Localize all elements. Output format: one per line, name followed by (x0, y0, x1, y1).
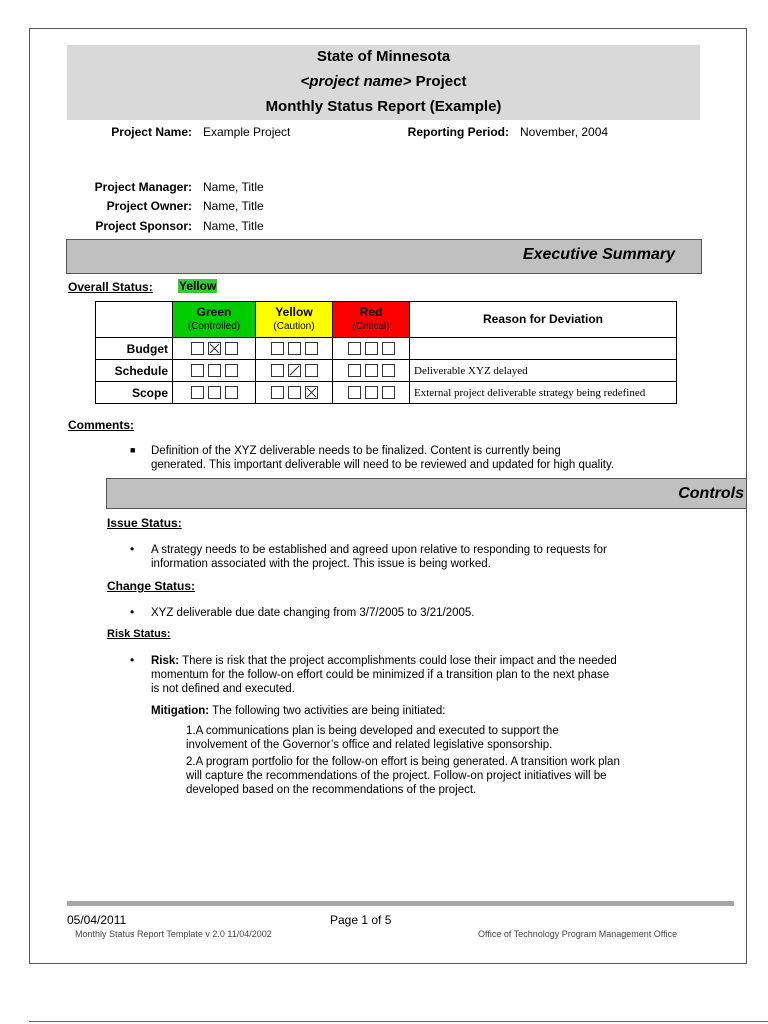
checkbox[interactable] (365, 386, 378, 399)
checkbox[interactable] (225, 364, 238, 377)
checkbox[interactable] (382, 364, 395, 377)
mitigation-text: Mitigation: The following two activities are being initiated: (151, 705, 446, 717)
table-row (96, 360, 677, 382)
project-sponsor-value: Name, Title (203, 219, 264, 233)
overall-status-value: Yellow (179, 279, 217, 293)
status-table-header (96, 302, 677, 338)
checkbox-checked[interactable] (208, 342, 221, 355)
change-status-label: Change Status: (107, 579, 196, 593)
scope-red-boxes (333, 382, 410, 404)
scope-reason: External project deliverable strategy being redefined (410, 382, 677, 404)
checkbox[interactable] (348, 342, 361, 355)
change-text: XYZ deliverable due date changing from 3/7/2005 to 3/21/2005. (151, 607, 475, 619)
checkbox[interactable] (365, 364, 378, 377)
checkbox[interactable] (208, 364, 221, 377)
project-name-value: Example Project (203, 125, 291, 139)
checkbox[interactable] (225, 342, 238, 355)
checkbox[interactable] (288, 342, 301, 355)
row-label-schedule: Schedule (96, 360, 173, 382)
footer-template: Monthly Status Report Template v 2.0 11/04/2002 (75, 929, 272, 939)
checkbox[interactable] (365, 342, 378, 355)
risk-text: Risk: There is risk that the project accomplishments could lose their impact and the needed momentum for the follow-on effort could be minimized if a transition plan to the next phase is not defined and executed. (151, 655, 617, 695)
checkbox[interactable] (348, 364, 361, 377)
status-table (95, 301, 677, 404)
header-red: Red (Critical) (333, 302, 410, 338)
mitigation-item-2: 2.A program portfolio for the follow-on effort is being generated. A transition work plan will capture the recommendations of the project. Follow-on project initiatives will be developed based on the recommendations of the project. (186, 756, 620, 796)
bullet-icon: • (130, 605, 135, 619)
scope-yellow-boxes (256, 382, 333, 404)
checkbox[interactable] (271, 342, 284, 355)
table-row (96, 382, 677, 404)
row-label-budget: Budget (96, 338, 173, 360)
checkbox[interactable] (288, 386, 301, 399)
overall-status-label: Overall Status: (68, 280, 153, 294)
issue-text: A strategy needs to be established and agreed upon relative to responding to requests for information associated with the project. This issue is being worked. (151, 544, 607, 570)
risk-status-label: Risk Status: (107, 628, 171, 640)
project-manager-label: Project Manager: (94, 180, 192, 194)
title-line-2: <project name> Project (300, 73, 467, 90)
executive-summary-bar (66, 239, 702, 274)
controls-heading: Controls (678, 485, 744, 502)
project-name-label: Project Name: (111, 125, 192, 139)
header-yellow: Yellow (Caution) (256, 302, 333, 338)
reporting-period-value: November, 2004 (520, 125, 609, 139)
checkbox-partial[interactable] (288, 364, 301, 377)
checkbox[interactable] (191, 342, 204, 355)
checkbox[interactable] (271, 386, 284, 399)
checkbox[interactable] (305, 364, 318, 377)
comments-label: Comments: (68, 418, 135, 432)
scope-green-boxes (173, 382, 256, 404)
bullet-icon: • (130, 653, 135, 667)
next-page-edge (29, 1021, 768, 1022)
executive-summary-heading: Executive Summary (522, 246, 675, 263)
footer-rule (67, 901, 734, 906)
checkbox[interactable] (225, 386, 238, 399)
footer-office: Office of Technology Program Management Office (478, 929, 678, 939)
title-line-3: Monthly Status Report (Example) (265, 98, 502, 115)
checkbox[interactable] (382, 342, 395, 355)
footer-date: 05/04/2011 (67, 913, 127, 927)
project-owner-value: Name, Title (203, 199, 264, 213)
header-empty-cell (96, 302, 173, 338)
budget-green-boxes (173, 338, 256, 360)
checkbox[interactable] (382, 386, 395, 399)
mitigation-item-1: 1.A communications plan is being developed and executed to support the involvement of the Governor’s office and related legislative sponsorship. (186, 725, 559, 751)
checkbox[interactable] (208, 386, 221, 399)
checkbox[interactable] (305, 342, 318, 355)
project-sponsor-label: Project Sponsor: (95, 219, 192, 233)
reporting-period-label: Reporting Period: (407, 125, 509, 139)
table-row (96, 338, 677, 360)
bullet-icon: • (130, 542, 135, 556)
checkbox[interactable] (191, 364, 204, 377)
header-reason: Reason for Deviation (410, 302, 677, 338)
checkbox[interactable] (271, 364, 284, 377)
title-block (67, 45, 700, 120)
checkbox-checked[interactable] (305, 386, 318, 399)
square-bullet-icon: ■ (130, 445, 136, 455)
header-green: Green (Controlled) (173, 302, 256, 338)
comment-text: Definition of the XYZ deliverable needs to be finalized. Content is currently being generated. This important deliverable will need to be reviewed and updated for high quality. (151, 445, 615, 471)
row-label-scope: Scope (96, 382, 173, 404)
issue-status-label: Issue Status: (107, 516, 182, 530)
project-owner-label: Project Owner: (106, 199, 192, 213)
footer-page-number: Page 1 of 5 (330, 913, 392, 927)
schedule-reason: Deliverable XYZ delayed (410, 360, 677, 382)
budget-reason (410, 338, 677, 360)
schedule-green-boxes (173, 360, 256, 382)
budget-yellow-boxes (256, 338, 333, 360)
schedule-red-boxes (333, 360, 410, 382)
project-manager-value: Name, Title (203, 180, 264, 194)
controls-bar (106, 478, 747, 509)
schedule-yellow-boxes (256, 360, 333, 382)
budget-red-boxes (333, 338, 410, 360)
checkbox[interactable] (191, 386, 204, 399)
checkbox[interactable] (348, 386, 361, 399)
title-line-1: State of Minnesota (316, 48, 451, 65)
project-name-placeholder: <project name> (300, 73, 412, 90)
